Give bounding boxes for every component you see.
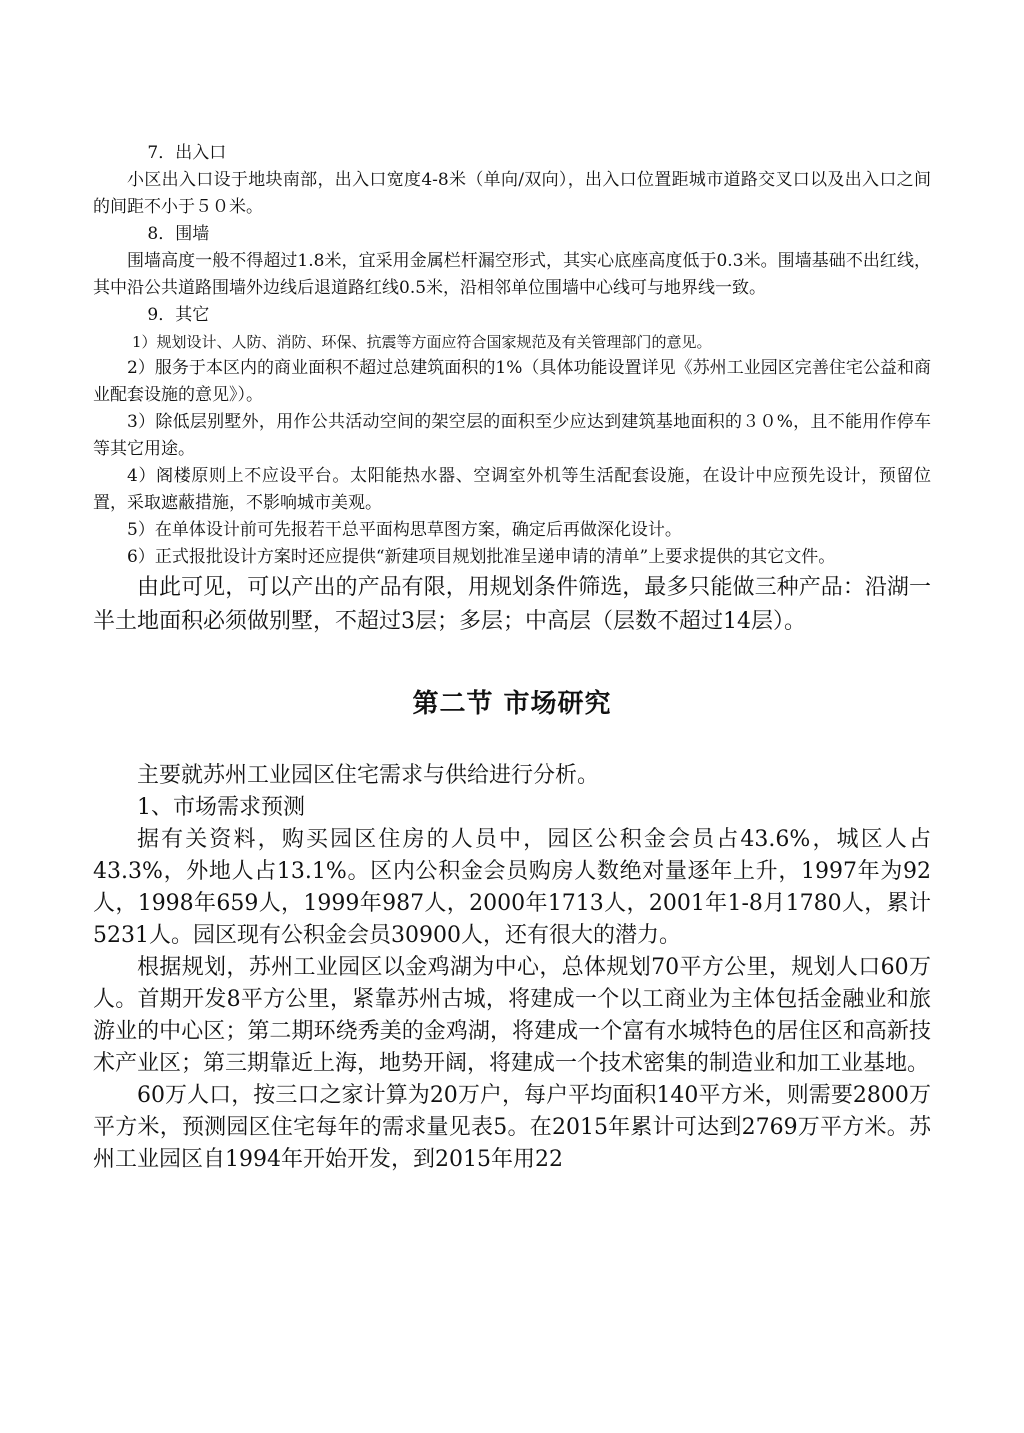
- item7-heading: 7．出入口: [147, 143, 227, 163]
- paragraph-buyers: 据有关资料，购买园区住房的人员中，园区公积金会员占43.6%，城区人占43.3%，外地人占13.1%。区内公积金会员购房人数绝对量逐年上升，1997年为92人，1998年659人，1999年987人，2000年1713人，2001年1-8月1780人，累计5231人。园区现有公积金会员30900人，还有很大的潜力。: [93, 827, 931, 948]
- paragraph-plan: 根据规划，苏州工业园区以金鸡湖为中心，总体规划70平方公里，规划人口60万人。首期开发8平方公里，紧靠苏州古城，将建成一个以工商业为主体包括金融业和旅游业的中心区；第二期环绕秀美的金鸡湖，将建成一个富有水城特色的居住区和高新技术产业区；第三期靠近上海，地势开阔，将建成一个技术密集的制造业和加工业基地。: [93, 955, 931, 1076]
- section-title: 第二节 市场研究: [412, 689, 612, 719]
- item9-point-6: 6）正式报批设计方案时还应提供“新建项目规划批准呈递申请的清单”上要求提供的其它文件。: [127, 547, 836, 567]
- item9-point-3: 3）除低层别墅外，用作公共活动空间的架空层的面积至少应达到建筑基地面积的３０%，且不能用作停车等其它用途。: [93, 412, 931, 459]
- item9-point-5: 5）在单体设计前可先报若干总平面构思草图方案，确定后再做深化设计。: [127, 520, 682, 540]
- item8-heading: 8．围墙: [147, 224, 210, 244]
- item9-point-1: 1）规划设计、人防、消防、环保、抗震等方面应符合国家规范及有关管理部门的意见。: [132, 333, 712, 351]
- item9-point-4: 4）阁楼原则上不应设平台。太阳能热水器、空调室外机等生活配套设施，在设计中应预先设计，预留位置，采取遮蔽措施，不影响城市美观。: [93, 466, 931, 513]
- item9-point-2: 2）服务于本区内的商业面积不超过总建筑面积的1%（具体功能设置详见《苏州工业园区完善住宅公益和商业配套设施的意见》）。: [93, 358, 931, 405]
- document-page: [93, 140, 931, 1176]
- item9-heading: 9．其它: [147, 305, 210, 325]
- section-intro: 主要就苏州工业园区住宅需求与供给进行分析。: [137, 763, 600, 788]
- paragraph-demand: 60万人口，按三口之家计算为20万户，每户平均面积140平方米，则需要2800万平方米，预测园区住宅每年的需求量见表5。在2015年累计可达到2769万平方米。苏州工业园区自1994年开始开发，到2015年用22: [93, 1083, 931, 1172]
- item7-text: 小区出入口设于地块南部，出入口宽度4-8米（单向/双向），出入口位置距城市道路交叉口以及出入口之间的间距不小于５０米。: [93, 170, 931, 217]
- item8-text: 围墙高度一般不得超过1.8米，宜采用金属栏杆漏空形式，其实心底座高度低于0.3米。围墙基础不出红线，其中沿公共道路围墙外边线后退道路红线0.5米，沿相邻单位围墙中心线可与地界线一致。: [93, 251, 931, 298]
- subsection-heading: 1、市场需求预测: [137, 795, 305, 820]
- planning-conclusion: 由此可见，可以产出的产品有限，用规划条件筛选，最多只能做三种产品：沿湖一半土地面积必须做别墅，不超过3层；多层；中高层（层数不超过14层）。: [93, 575, 931, 634]
